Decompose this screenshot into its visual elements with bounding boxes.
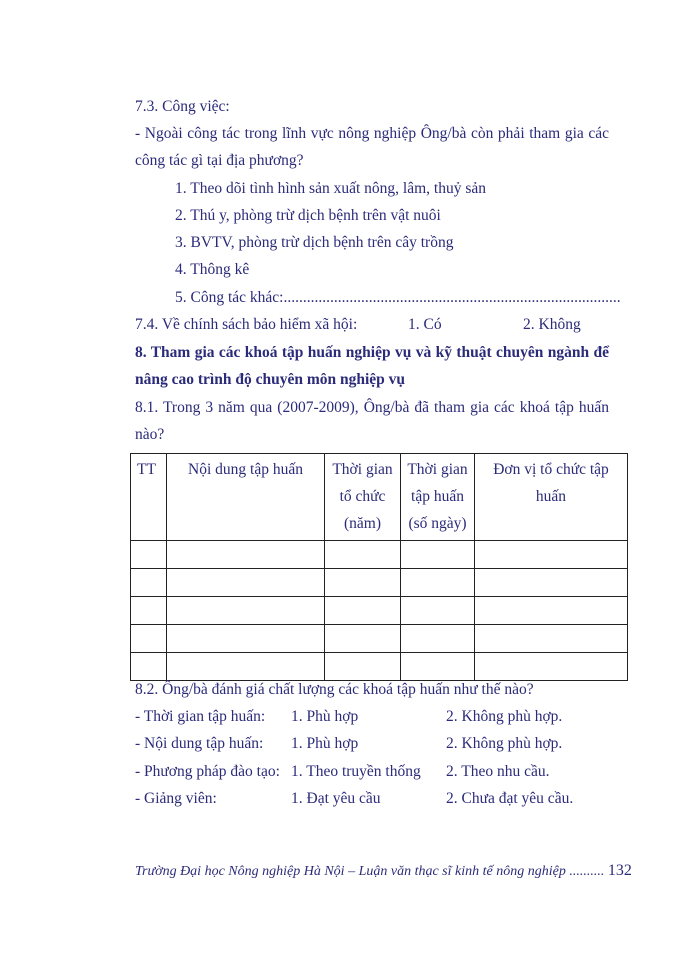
section-7-3-option: 2. Thú y, phòng trừ dịch bệnh trên vật nuôi [175, 207, 441, 224]
section-7-4-option-yes: 1. Có [408, 316, 442, 333]
rating-option-2: 2. Không phù hợp. [446, 708, 563, 725]
section-8-title-line1: 8. Tham gia các khoá tập huấn nghiệp vụ và kỹ thuật chuyên ngành để [135, 344, 609, 361]
table-cell[interactable] [401, 653, 475, 681]
section-8-1-question-line1: 8.1. Trong 3 năm qua (2007-2009), Ông/bà đã tham gia các khoá tập huấn [135, 399, 609, 416]
section-7-4-question: 7.4. Về chính sách bảo hiểm xã hội: [135, 316, 358, 333]
rating-option-1: 1. Phù hợp [291, 708, 359, 725]
table-cell[interactable] [325, 653, 401, 681]
table-cell[interactable] [325, 541, 401, 569]
col-header-duration-line: (số ngày) [408, 515, 467, 532]
table-row [131, 597, 628, 625]
col-header-tt: TT [131, 454, 167, 541]
col-header-duration-line: Thời gian [407, 461, 468, 478]
section-7-3-option: 4. Thông kê [175, 261, 250, 278]
rating-label: - Phương pháp đào tạo: [135, 763, 280, 780]
col-header-organizer-line: Đơn vị tổ chức tập [493, 461, 609, 478]
rating-option-2: 2. Không phù hợp. [446, 735, 563, 752]
rating-option-1: 1. Phù hợp [291, 735, 359, 752]
col-header-time-line: (năm) [343, 515, 381, 532]
table-cell[interactable] [167, 625, 325, 653]
table-row [131, 625, 628, 653]
table-row [131, 653, 628, 681]
col-header-time-line: Thời gian [332, 461, 393, 478]
table-cell[interactable] [401, 597, 475, 625]
table-cell[interactable] [131, 597, 167, 625]
table-cell[interactable] [401, 625, 475, 653]
col-header-organizer [475, 454, 628, 541]
rating-label: - Thời gian tập huấn: [135, 708, 266, 725]
table-cell[interactable] [167, 569, 325, 597]
col-header-duration-line: tập huấn [411, 488, 464, 505]
rating-label: - Giảng viên: [135, 790, 217, 807]
training-table-header [131, 454, 628, 541]
page-number: 132 [607, 862, 632, 879]
table-row [131, 569, 628, 597]
training-table [130, 453, 628, 681]
table-cell[interactable] [475, 597, 628, 625]
footer-text: Trường Đại học Nông nghiệp Hà Nội – Luận văn thạc sĩ kinh tế nông nghiệp .......... [135, 864, 605, 879]
table-cell[interactable] [131, 541, 167, 569]
section-7-3-option: 1. Theo dõi tình hình sản xuất nông, lâm, thuỷ sản [175, 180, 486, 197]
rating-option-2: 2. Theo nhu cầu. [446, 763, 550, 780]
table-cell[interactable] [131, 569, 167, 597]
section-7-3-question-line2: công tác gì tại địa phương? [135, 152, 304, 169]
rating-label: - Nội dung tập huấn: [135, 735, 264, 752]
table-cell[interactable] [325, 625, 401, 653]
section-7-3-heading: 7.3. Công việc: [135, 98, 230, 115]
table-cell[interactable] [401, 541, 475, 569]
table-row [131, 541, 628, 569]
col-header-organizer-line: huấn [535, 488, 567, 505]
table-cell[interactable] [401, 569, 475, 597]
rating-option-1: 1. Đạt yêu cầu [291, 790, 381, 807]
table-cell[interactable] [475, 541, 628, 569]
table-cell[interactable] [167, 597, 325, 625]
section-8-1-question-line2: nào? [135, 426, 165, 443]
table-cell[interactable] [475, 653, 628, 681]
table-cell[interactable] [475, 625, 628, 653]
col-header-content: Nội dung tập huấn [167, 454, 325, 541]
section-7-3-option: 3. BVTV, phòng trừ dịch bệnh trên cây trồng [175, 234, 454, 251]
page-footer [135, 862, 632, 880]
rating-option-1: 1. Theo truyền thống [291, 763, 421, 780]
table-cell[interactable] [167, 541, 325, 569]
rating-option-2: 2. Chưa đạt yêu cầu. [446, 790, 574, 807]
table-cell[interactable] [131, 625, 167, 653]
table-cell[interactable] [167, 653, 325, 681]
section-8-title-line2: nâng cao trình độ chuyên môn nghiệp vụ [135, 371, 406, 388]
table-cell[interactable] [325, 597, 401, 625]
section-7-3-question-line1: - Ngoài công tác trong lĩnh vực nông nghiệp Ông/bà còn phải tham gia các [135, 125, 609, 142]
table-cell[interactable] [131, 653, 167, 681]
section-8-2-question: 8.2. Ông/bà đánh giá chất lượng các khoá tập huấn như thế nào? [135, 681, 534, 698]
table-cell[interactable] [325, 569, 401, 597]
col-header-time [325, 454, 401, 541]
col-header-duration [401, 454, 475, 541]
section-7-4-option-no: 2. Không [523, 316, 581, 333]
table-cell[interactable] [475, 569, 628, 597]
section-7-3-option: 5. Công tác khác:....................................................................................... [175, 289, 621, 306]
col-header-time-line: tổ chức [339, 488, 386, 505]
